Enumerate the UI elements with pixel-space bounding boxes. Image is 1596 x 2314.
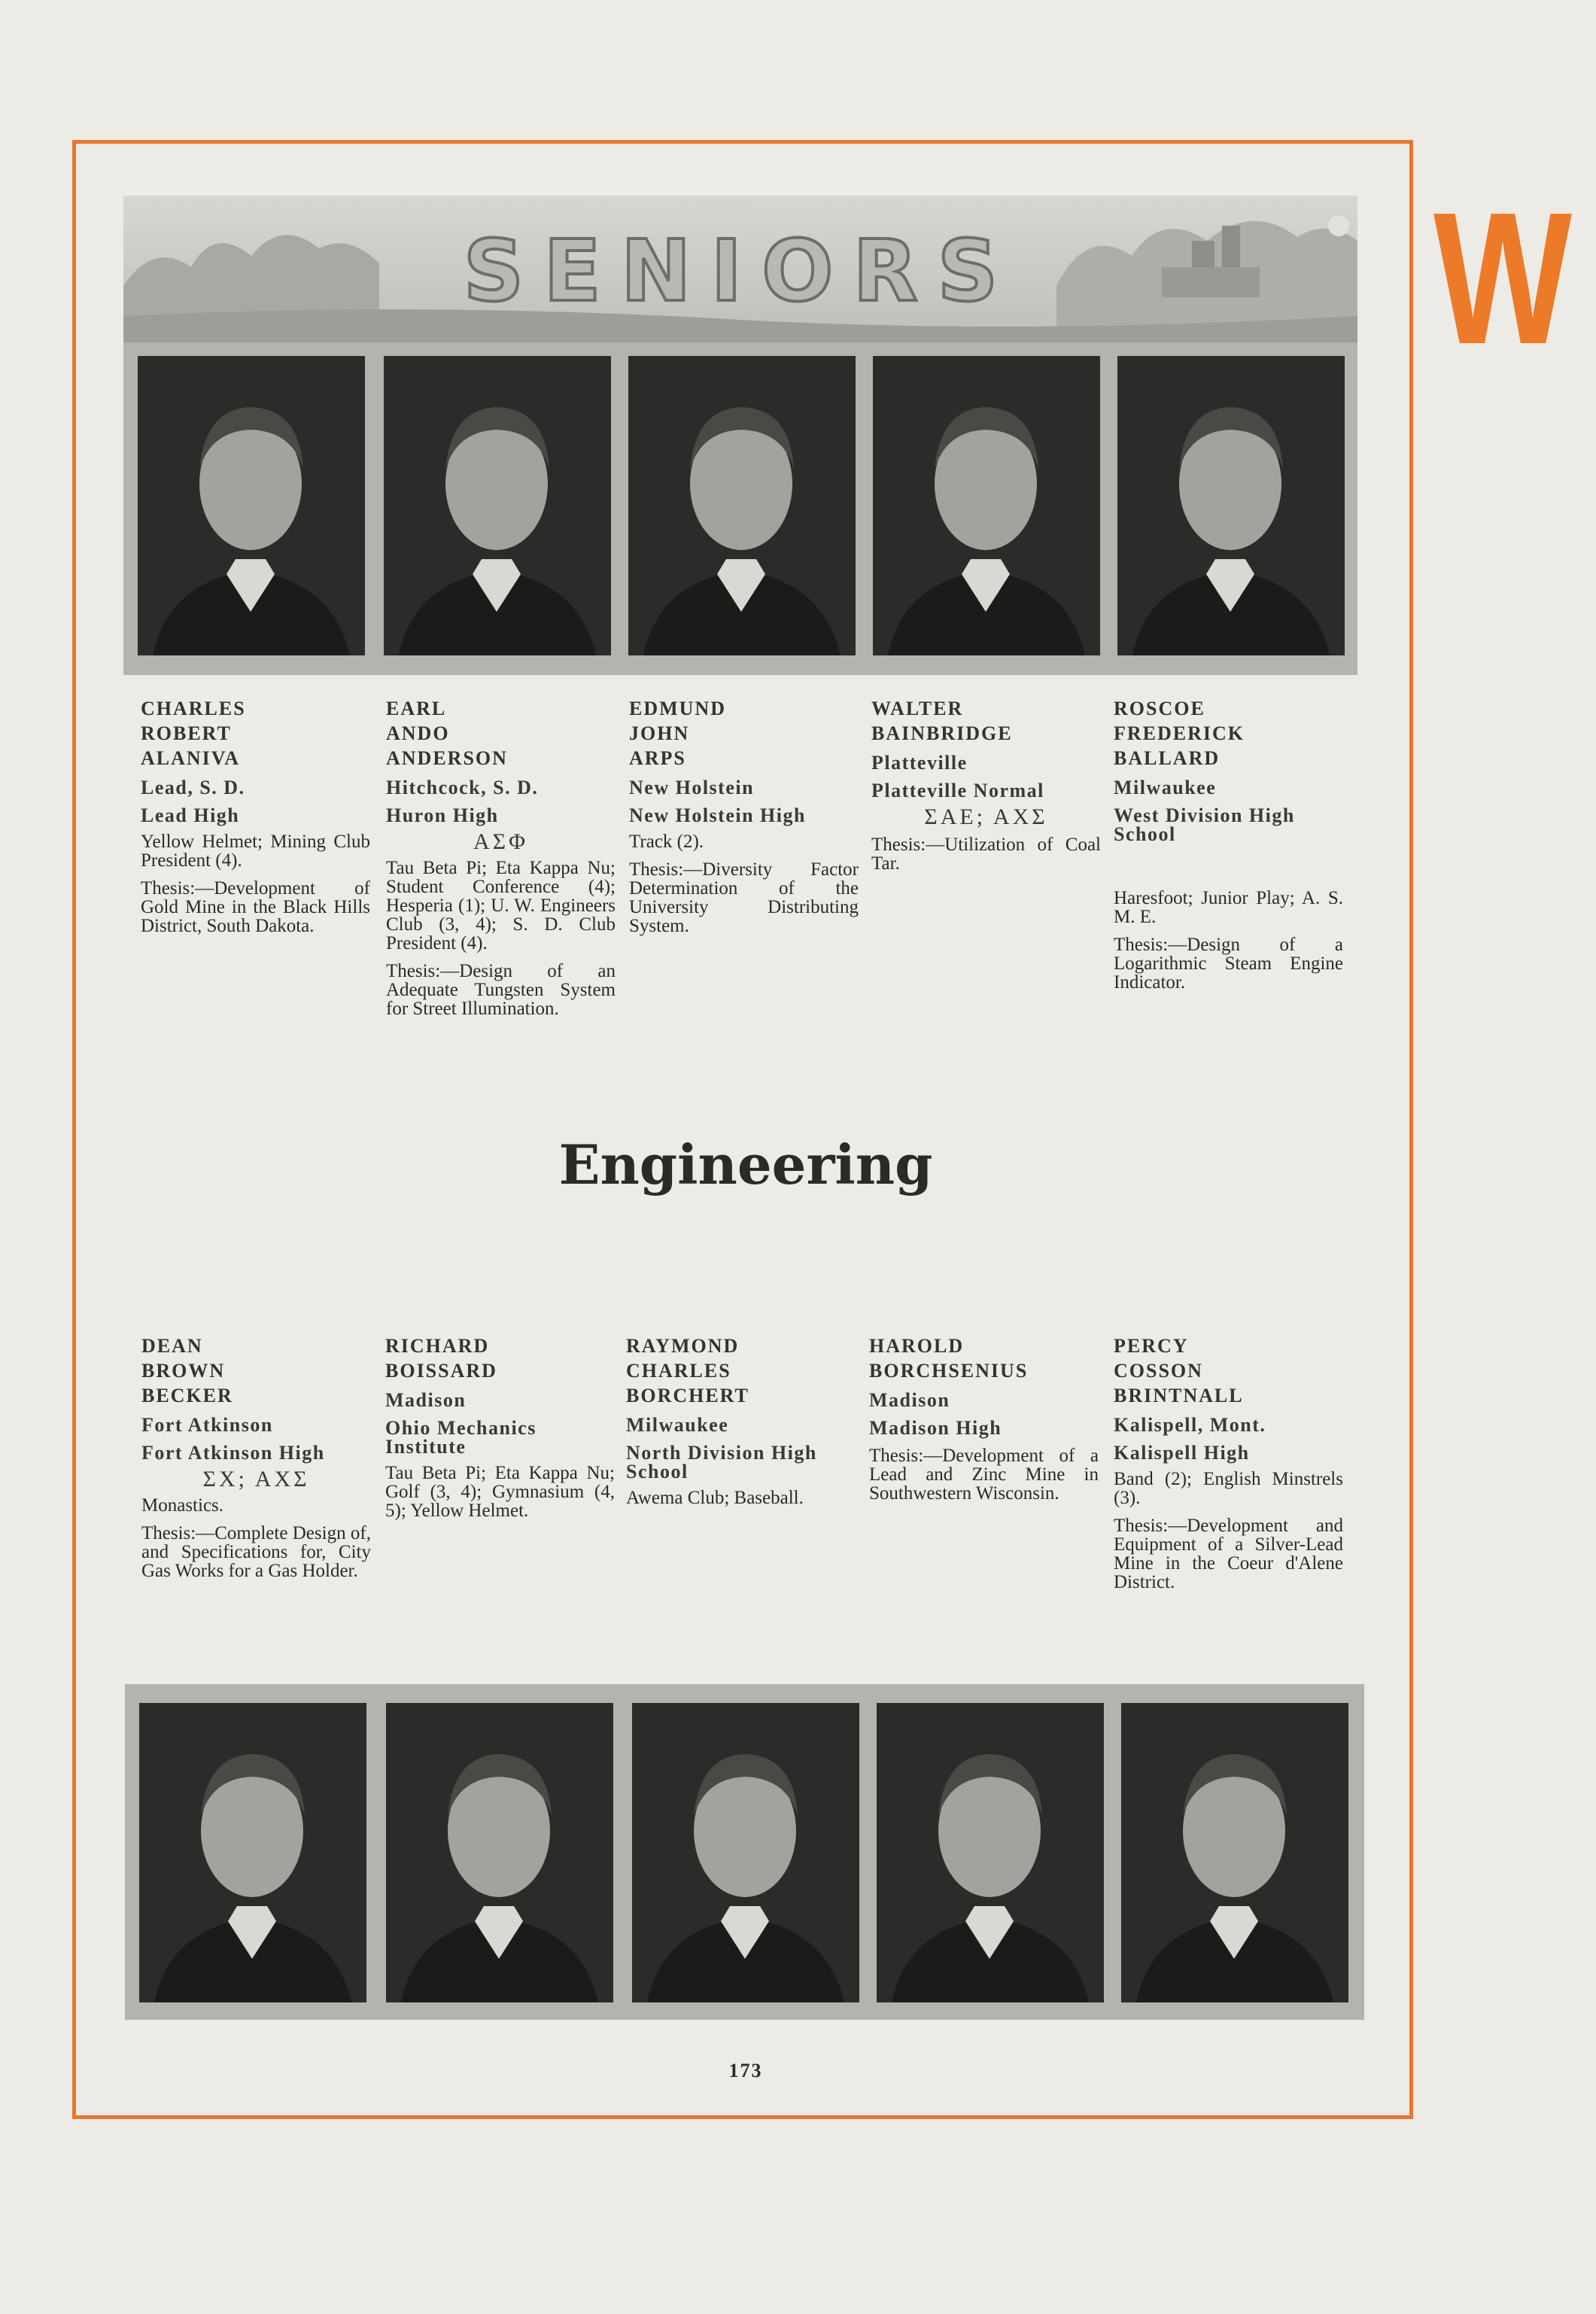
senior-entry <box>385 1333 615 1520</box>
high-school: Fort Atkinson High <box>141 1442 325 1464</box>
senior-entry <box>141 1333 371 1580</box>
section-heading: Engineering <box>558 1133 933 1197</box>
portrait-photo <box>873 356 1100 655</box>
senior-entry <box>629 696 859 935</box>
fraternity: ΣΧ; ΑΧΣ <box>202 1467 310 1491</box>
hometown: Madison <box>385 1389 467 1411</box>
activities: Track (2). <box>629 832 704 852</box>
high-school: North Division High School <box>626 1442 817 1482</box>
fraternity: ΑΣΦ <box>473 829 529 854</box>
thesis: Thesis:—Development of Gold Mine in the Black Hills District, South Dakota. <box>141 878 370 936</box>
fraternity: ΣΑΕ; ΑΧΣ <box>924 804 1048 829</box>
senior-name: RAYMOND CHARLES BORCHERT <box>626 1335 749 1406</box>
senior-name: PERCY COSSON BRINTNALL <box>1114 1335 1244 1406</box>
portrait-silhouette <box>877 1703 1104 2002</box>
activities: Monastics. <box>141 1495 224 1516</box>
activities: Awema Club; Baseball. <box>626 1488 804 1508</box>
high-school: New Holstein High <box>629 804 806 826</box>
hometown: Hitchcock, S. D. <box>386 777 539 798</box>
portrait-photo <box>139 1703 366 2002</box>
thesis: Thesis:—Complete Design of, and Specifications for, City Gas Works for a Gas Holder. <box>141 1523 371 1581</box>
senior-name: RICHARD BOISSARD <box>385 1335 497 1382</box>
senior-entry <box>869 1333 1099 1503</box>
portrait-photo <box>1117 356 1345 655</box>
thesis: Thesis:—Design of an Adequate Tungsten System for Street Illumination. <box>386 961 616 1019</box>
senior-name: EDMUND JOHN ARPS <box>629 698 726 769</box>
senior-name: EARL ANDO ANDERSON <box>386 698 508 769</box>
portrait-silhouette <box>384 356 611 655</box>
hometown: Milwaukee <box>1114 777 1217 798</box>
senior-name: DEAN BROWN BECKER <box>141 1335 233 1406</box>
portrait-photo <box>138 356 365 655</box>
portrait-silhouette <box>873 356 1100 655</box>
page-number: 173 <box>728 2060 763 2081</box>
portrait-silhouette <box>386 1703 613 2002</box>
hometown: Lead, S. D. <box>141 777 245 798</box>
high-school: West Division High School <box>1114 804 1295 845</box>
portrait-silhouette <box>632 1703 859 2002</box>
banner-title: SENIORS <box>463 223 1018 321</box>
hometown: Fort Atkinson <box>141 1414 273 1436</box>
portrait-silhouette <box>1117 356 1345 655</box>
hometown: Madison <box>869 1389 950 1411</box>
activities: Tau Beta Pi; Eta Kappa Nu; Golf (3, 4); Gymnasium (4, 5); Yellow Helmet. <box>385 1463 615 1521</box>
portrait-photo <box>877 1703 1104 2002</box>
thesis: Thesis:—Diversity Factor Determination of the University Distributing System. <box>629 859 859 936</box>
portrait-photo <box>1121 1703 1348 2002</box>
activities: Haresfoot; Junior Play; A. S. M. E. <box>1114 888 1343 927</box>
high-school: Lead High <box>141 804 240 826</box>
portrait-photo <box>386 1703 613 2002</box>
hometown: Platteville <box>871 752 968 774</box>
hometown: Milwaukee <box>626 1414 729 1436</box>
senior-name: CHARLES ROBERT ALANIVA <box>141 698 246 769</box>
hometown: Kalispell, Mont. <box>1114 1414 1266 1436</box>
portrait-photo <box>632 1703 859 2002</box>
side-letter-w: W <box>1433 173 1573 383</box>
activities: Yellow Helmet; Mining Club President (4). <box>141 832 370 871</box>
portrait-silhouette <box>628 356 856 655</box>
high-school: Kalispell High <box>1114 1442 1250 1464</box>
thesis: Thesis:—Design of a Logarithmic Steam Engine Indicator. <box>1114 935 1343 993</box>
senior-entry <box>1114 1333 1343 1592</box>
senior-entry <box>386 696 616 1018</box>
senior-entry <box>871 696 1101 873</box>
seniors-banner <box>123 196 1357 342</box>
hometown: New Holstein <box>629 777 755 798</box>
portrait-silhouette <box>138 356 365 655</box>
senior-name: WALTER BAINBRIDGE <box>871 698 1013 744</box>
portrait-photo <box>384 356 611 655</box>
activities: Band (2); English Minstrels (3). <box>1114 1469 1343 1508</box>
thesis: Thesis:—Utilization of Coal Tar. <box>871 835 1101 874</box>
portrait-silhouette <box>1121 1703 1348 2002</box>
senior-entry <box>141 696 370 935</box>
high-school: Platteville Normal <box>871 780 1044 801</box>
high-school: Madison High <box>869 1417 1002 1439</box>
senior-entry <box>1114 696 1343 992</box>
portrait-silhouette <box>139 1703 366 2002</box>
high-school: Huron High <box>386 804 499 826</box>
high-school: Ohio Mechanics Institute <box>385 1417 537 1458</box>
senior-entry <box>626 1333 856 1507</box>
senior-name: ROSCOE FREDERICK BALLARD <box>1114 698 1245 769</box>
activities: Tau Beta Pi; Eta Kappa Nu; Student Conference (4); Hesperia (1); U. W. Engineers Club (3, 4); S. D. Club President (4). <box>386 858 616 953</box>
portrait-photo <box>628 356 856 655</box>
thesis: Thesis:—Development of a Lead and Zinc Mine in Southwestern Wisconsin. <box>869 1446 1099 1504</box>
thesis: Thesis:—Development and Equipment of a Silver-Lead Mine in the Coeur d'Alene District. <box>1114 1516 1343 1592</box>
senior-name: HAROLD BORCHSENIUS <box>869 1335 1029 1382</box>
